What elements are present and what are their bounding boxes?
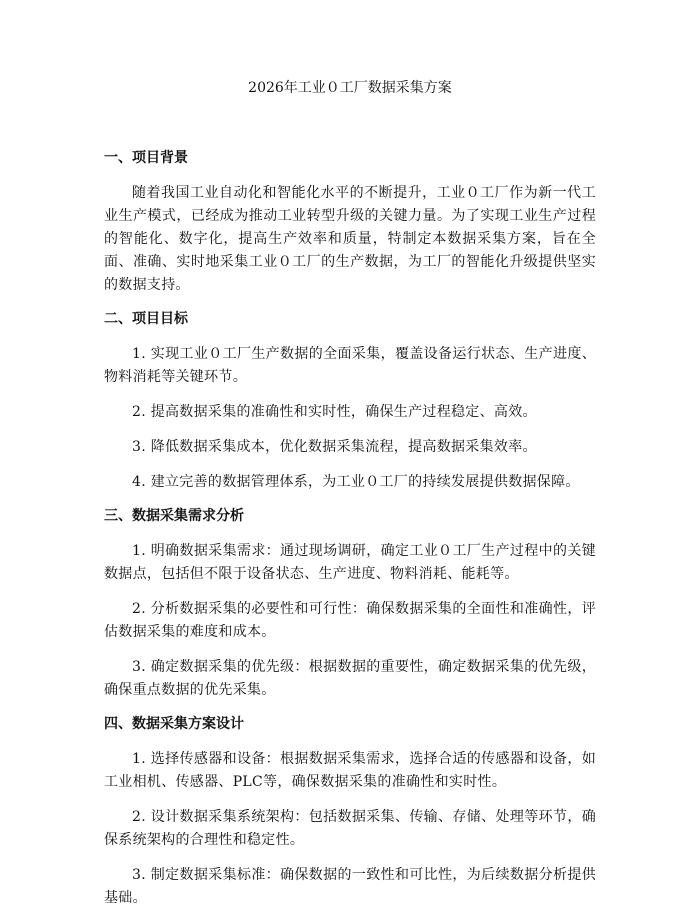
list-item: 2. 分析数据采集的必要性和可行性：确保数据采集的全面性和准确性，评估数据采集的难度和成本。: [104, 601, 596, 640]
section-heading: 一、项目背景: [104, 150, 188, 166]
list-item: 2. 提高数据采集的准确性和实时性，确保生产过程稳定、高效。: [132, 404, 537, 420]
document-title: 2026年工业０工厂数据采集方案: [248, 80, 452, 96]
list-item: 2. 设计数据采集系统架构：包括数据采集、传输、存储、处理等环节，确保系统架构的合理性和稳定性。: [104, 809, 596, 848]
list-item: 3. 制定数据采集标准：确保数据的一致性和可比性，为后续数据分析提供基础。: [104, 867, 596, 906]
paragraph: 随着我国工业自动化和智能化水平的不断提升，工业０工厂作为新一代工业生产模式，已经成为推动工业转型升级的关键力量。为了实现工业生产过程的智能化、数字化，提高生产效率和质量，特制定本数据采集方案，旨在全面、准确、实时地采集工业０工厂的生产数据，为工厂的智能化升级提供坚实的数据支持。: [104, 185, 596, 293]
section-heading: 四、数据采集方案设计: [104, 716, 244, 732]
section-goals: [104, 309, 596, 494]
section-requirements-analysis: [104, 506, 596, 702]
list-item: 1. 实现工业０工厂生产数据的全面采集，覆盖设备运行状态、生产进度、物料消耗等关键环节。: [104, 346, 596, 385]
section-heading: 三、数据采集需求分析: [104, 508, 244, 524]
list-item: 1. 明确数据采集需求：通过现场调研，确定工业０工厂生产过程中的关键数据点，包括但不限于设备状态、生产进度、物料消耗、能耗等。: [104, 543, 596, 582]
section-background: [104, 148, 596, 297]
section-solution-design: [104, 714, 596, 910]
list-item: 3. 确定数据采集的优先级：根据数据的重要性，确定数据采集的优先级，确保重点数据的优先采集。: [104, 659, 596, 698]
list-item: 3. 降低数据采集成本，优化数据采集流程，提高数据采集效率。: [132, 439, 537, 455]
list-item: 1. 选择传感器和设备：根据数据采集需求，选择合适的传感器和设备，如工业相机、传感器、PLC等，确保数据采集的准确性和实时性。: [104, 751, 596, 790]
list-item: 4. 建立完善的数据管理体系，为工业０工厂的持续发展提供数据保障。: [132, 474, 580, 490]
section-heading: 二、项目目标: [104, 311, 188, 327]
